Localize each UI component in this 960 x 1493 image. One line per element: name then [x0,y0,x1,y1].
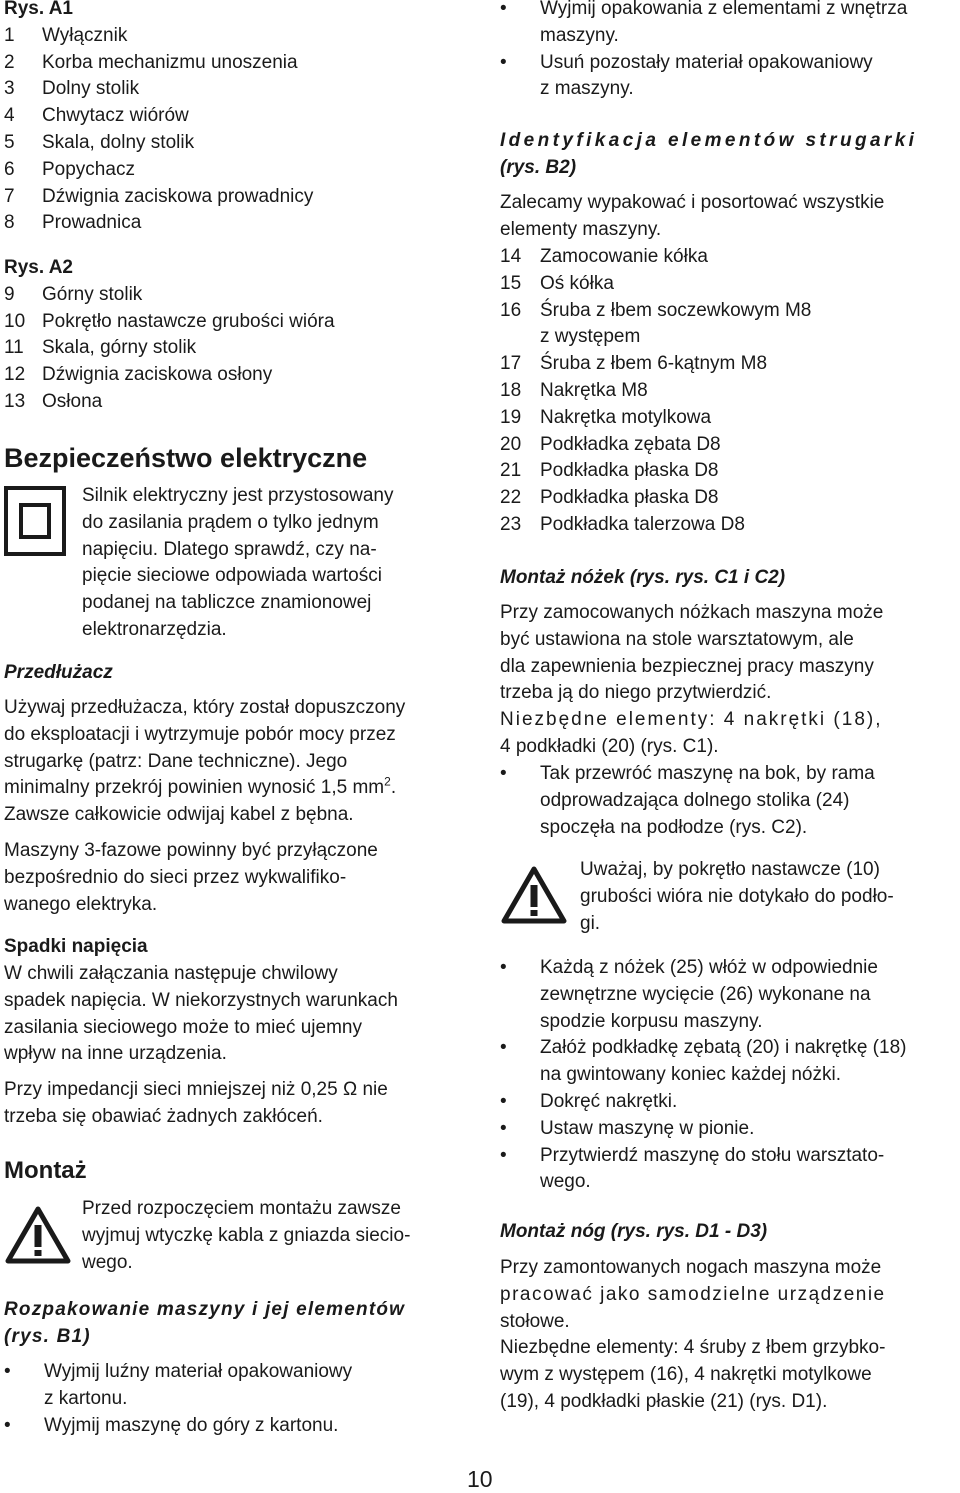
list-item: • Wyjmij maszynę do góry z kartonu. [4,1413,464,1440]
assembly-heading: Montaż [4,1157,87,1184]
legend-item: 8 Prowadnica [4,212,142,234]
feet-assembly-heading: Montaż nóżek (rys. rys. C1 i C2) [500,567,786,588]
list-item: • Wyjmij opakowania z elementami z wnętrza maszyny. [500,0,956,50]
figure-a2-legend [4,255,464,416]
list-item: 18 Nakrętka M8 [500,379,648,401]
list-item: z występem [540,326,641,348]
warning-icon [4,1205,72,1265]
list-item: 20 Podkładka zębata D8 [500,433,721,455]
impedance-paragraph: Przy impedancji sieci mniejszej niż 0,25 Ω nie trzeba się obawiać żadnych zakłóceń. [4,1079,388,1127]
list-item: 19 Nakrętka motylkowa [500,406,712,428]
unpacking-list [4,1359,464,1439]
legend-item: 11 Skala, górny stolik [4,337,197,359]
voltage-drop-heading: Spadki napięcia [4,936,148,957]
list-item: 22 Podkładka płaska D8 [500,487,719,509]
legend-item: 5 Skala, dolny stolik [4,131,195,153]
parts-list [500,244,956,539]
list-item: • Przytwierdź maszynę do stołu warsztato- wego. [500,1143,956,1197]
identification-intro: Zalecamy wypakować i posortować wszystkie elementy maszyny. [500,192,885,240]
list-item: 23 Podkładka talerzowa D8 [500,513,745,535]
bullet: • [500,957,507,978]
legs-assembly-heading: Montaż nóg (rys. rys. D1 - D3) [500,1221,768,1242]
feet-warning-text: Uważaj, by pokrętło nastawcze (10) grubości wióra nie dotykało do podło- gi. [580,859,894,934]
list-item: • Każdą z nóżek (25) włóż w odpowiednie zewnętrzne wycięcie (26) wykonane na spodzie korpusu maszyny. [500,955,956,1035]
voltage-drop-paragraph: W chwili załączania następuje chwilowy spadek napięcia. W niekorzystnych warunkach zasilania sieciowego może to mieć ujemny wpływ na inne urządzenia. [4,963,398,1065]
bullet: • [500,1117,507,1139]
legend-item: 1 Wyłącznik [4,24,128,46]
bullet: • [500,0,507,19]
identification-heading: Identyfikacja elementów strugarki (rys. B2) [500,130,918,178]
warning-icon [500,865,568,925]
legend-item: 12 Dźwignia zaciskowa osłony [4,364,273,386]
page-number: 10 [467,1466,493,1492]
list-item: • Ustaw maszynę w pionie. [500,1116,956,1143]
legend-item: 7 Dźwignia zaciskowa prowadnicy [4,185,314,207]
list-item: 14 Zamocowanie kółka [500,246,708,267]
list-item: 17 Śruba z łbem 6-kątnym M8 [500,353,768,375]
electrical-safety-text: Silnik elektryczny jest przystosowany do zasilania prądem o tylko jednym napięciu. Dlatego sprawdź, czy na- pięcie sieciowe odpowiada wartości podanej na tabliczce znamionowej elektronarzędzia. [82,485,394,640]
legend-item: 13 Osłona [4,390,103,412]
bullet: • [500,1144,507,1166]
figure-a2-title: Rys. A2 [4,257,73,278]
legend-item: 4 Chwytacz wiórów [4,105,189,127]
list-item: • Dokręć nakrętki. [500,1089,956,1116]
figure-a1-legend [4,0,464,237]
double-insulation-icon [4,486,66,556]
extension-cord-heading: Przedłużacz [4,662,113,683]
list-item: 15 Oś kółka [500,272,614,294]
three-phase-paragraph: Maszyny 3-fazowe powinny być przyłączone bezpośrednio do sieci przez wykwalifiko- wanego elektryka. [4,840,378,915]
legs-assembly-paragraph: Przy zamontowanych nogach maszyna może pracować jako samodzielne urządzenie stołowe. Niezbędne elementy: 4 śruby z łbem grzybko- wym z występem (16), 4 nakrętki motylkowe (19), 4 podkładki płaskie (21) (rys. D1). [500,1257,886,1412]
unpacking-list-continued [500,0,956,103]
legend-item: 6 Popychacz [4,158,135,180]
feet-steps-list [500,955,956,1196]
bullet: • [500,1090,507,1112]
feet-assembly-paragraph: Przy zamocowanych nóżkach maszyna może być ustawiona na stole warsztatowym, ale dla zapewnienia bezpiecznej pracy maszyny trzeba ją do niego przytwierdzić. Niezbędne elementy: 4 nakrętki (18), 4 podkładki (20) (rys. C1). [500,602,884,757]
bullet: • [500,1037,507,1059]
legend-item: 10 Pokrętło nastawcze grubości wióra [4,310,335,332]
list-item: 21 Podkładka płaska D8 [500,460,719,482]
list-item: • Tak przewróć maszynę na bok, by rama odprowadzająca dolnego stolika (24) spoczęła na podłodze (rys. C2). [500,761,956,841]
electrical-safety-heading: Bezpieczeństwo elektryczne [4,443,368,473]
list-item: 16 Śruba z łbem soczewkowym M8 [500,299,812,321]
list-item: • Usuń pozostały materiał opakowaniowy z maszyny. [500,50,956,104]
feet-bullet-list [500,761,956,841]
assembly-warning-text: Przed rozpoczęciem montażu zawsze wyjmuj wtyczkę kabla z gniazda siecio- wego. [82,1198,411,1273]
bullet: • [500,51,507,73]
bullet: • [500,763,507,784]
list-item: • Załóż podkładkę zębatą (20) i nakrętkę (18) na gwintowany koniec każdej nóżki. [500,1035,956,1089]
bullet: • [4,1361,11,1382]
figure-a1-title: Rys. A1 [4,0,73,19]
bullet: • [4,1414,11,1436]
unpacking-heading: Rozpakowanie maszyny i jej elementów (rys. B1) [4,1299,406,1347]
list-item: • Wyjmij luźny materiał opakowaniowy z kartonu. [4,1359,464,1413]
legend-item: 9 Górny stolik [4,283,143,305]
legend-item: 2 Korba mechanizmu unoszenia [4,51,298,73]
extension-cord-paragraph: Używaj przedłużacza, który został dopuszczony do eksploatacji i wytrzymuje pobór mocy przez strugarkę (patrz: Dane techniczne). Jego minimalny przekrój powinien wynosić 1,5 $mm^2$. Zawsze całkowicie odwijaj kabel z bębna. [4,697,406,826]
legend-item: 3 Dolny stolik [4,78,140,100]
